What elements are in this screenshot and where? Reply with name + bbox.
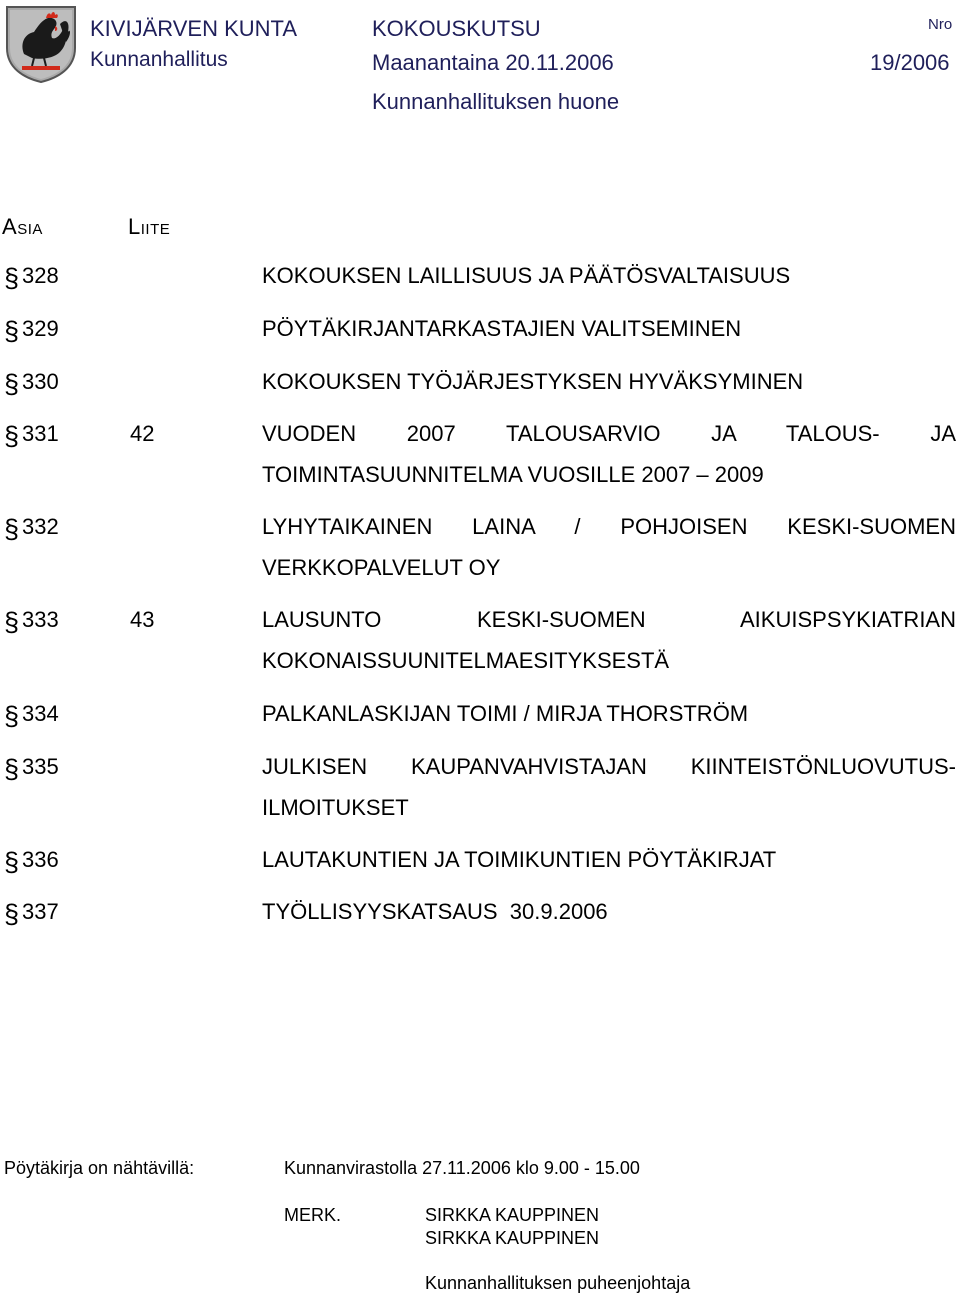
item-title: LAUSUNTO KESKI-SUOMEN AIKUISPSYKIATRIAN — [262, 607, 956, 632]
number-label: Nro — [928, 16, 953, 33]
item-number: 337 — [22, 899, 59, 924]
meeting-date: Maanantaina 20.11.2006 — [372, 50, 614, 75]
agenda-item — [0, 700, 960, 731]
item-title: KOKOUKSEN LAILLISUUS JA PÄÄTÖSVALTAISUUS — [262, 263, 791, 288]
item-title: LYHYTAIKAINEN LAINA / POHJOISEN KESKI-SUOMEN — [262, 514, 956, 539]
merk-label: MERK. — [284, 1205, 342, 1225]
agenda-item — [0, 606, 960, 673]
item-number: 334 — [22, 701, 59, 726]
item-title: PÖYTÄKIRJANTARKASTAJIEN VALITSEMINEN — [262, 316, 742, 341]
item-title-continued: TOIMINTASUUNNITELMA VUOSILLE 2007 – 2009 — [262, 462, 764, 487]
agenda-item — [0, 262, 960, 293]
item-title: LAUTAKUNTIEN JA TOIMIKUNTIEN PÖYTÄKIRJAT — [262, 847, 777, 872]
item-title: TYÖLLISYYSKATSAUS 30.9.2006 — [262, 899, 608, 924]
signer-name-repeat: SIRKKA KAUPPINEN — [425, 1228, 600, 1248]
signer-name: SIRKKA KAUPPINEN — [425, 1205, 600, 1225]
item-title-continued: KOKONAISSUUNITELMAESITYKSESTÄ — [262, 648, 670, 673]
item-number: 332 — [22, 514, 59, 539]
agenda-item — [0, 420, 960, 487]
item-number: 331 — [22, 421, 59, 446]
meeting-number: 19/2006 — [870, 50, 950, 75]
item-number: 335 — [22, 754, 59, 779]
notice-label: Pöytäkirja on nähtävillä: — [4, 1158, 195, 1178]
item-number: 336 — [22, 847, 59, 872]
item-title: VUODEN 2007 TALOUSARVIO JA TALOUS- JA — [262, 421, 956, 446]
item-title-continued: ILMOITUKSET — [262, 795, 409, 820]
item-attachment: 42 — [130, 421, 155, 446]
item-title-continued: VERKKOPALVELUT OY — [262, 555, 501, 580]
notice-location: Kunnanvirastolla 27.11.2006 klo 9.00 - 15.00 — [284, 1158, 640, 1178]
municipality-name: KIVIJÄRVEN KUNTA — [90, 16, 298, 41]
agenda-item — [0, 315, 960, 346]
section-symbol: § — [4, 701, 20, 731]
item-number: 333 — [22, 607, 59, 632]
agenda-item — [0, 513, 960, 580]
section-symbol: § — [4, 754, 20, 784]
coat-of-arms-icon — [4, 4, 78, 84]
section-symbol: § — [4, 421, 20, 451]
section-symbol: § — [4, 369, 20, 399]
section-symbol: § — [4, 514, 20, 544]
column-header-liite: LIITE — [128, 214, 171, 239]
item-title: KOKOUKSEN TYÖJÄRJESTYKSEN HYVÄKSYMINEN — [262, 369, 804, 394]
meeting-place: Kunnanhallituksen huone — [372, 89, 620, 114]
section-symbol: § — [4, 263, 20, 293]
section-symbol: § — [4, 316, 20, 346]
agenda-item — [0, 753, 960, 820]
council-name: Kunnanhallitus — [90, 48, 228, 71]
section-symbol: § — [4, 847, 20, 877]
document-type: KOKOUSKUTSU — [372, 16, 541, 41]
signer-role: Kunnanhallituksen puheenjohtaja — [425, 1273, 691, 1293]
agenda-item — [0, 898, 960, 929]
item-number: 328 — [22, 263, 59, 288]
item-title: PALKANLASKIJAN TOIMI / MIRJA THORSTRÖM — [262, 701, 749, 726]
item-number: 330 — [22, 369, 59, 394]
agenda-item — [0, 846, 960, 877]
item-attachment: 43 — [130, 607, 155, 632]
column-header-asia: ASIA — [2, 214, 43, 239]
item-number: 329 — [22, 316, 59, 341]
section-symbol: § — [4, 899, 20, 929]
section-symbol: § — [4, 607, 20, 637]
item-title: JULKISEN KAUPANVAHVISTAJAN KIINTEISTÖNLUOVUTUS- — [262, 754, 956, 779]
agenda-item — [0, 368, 960, 399]
